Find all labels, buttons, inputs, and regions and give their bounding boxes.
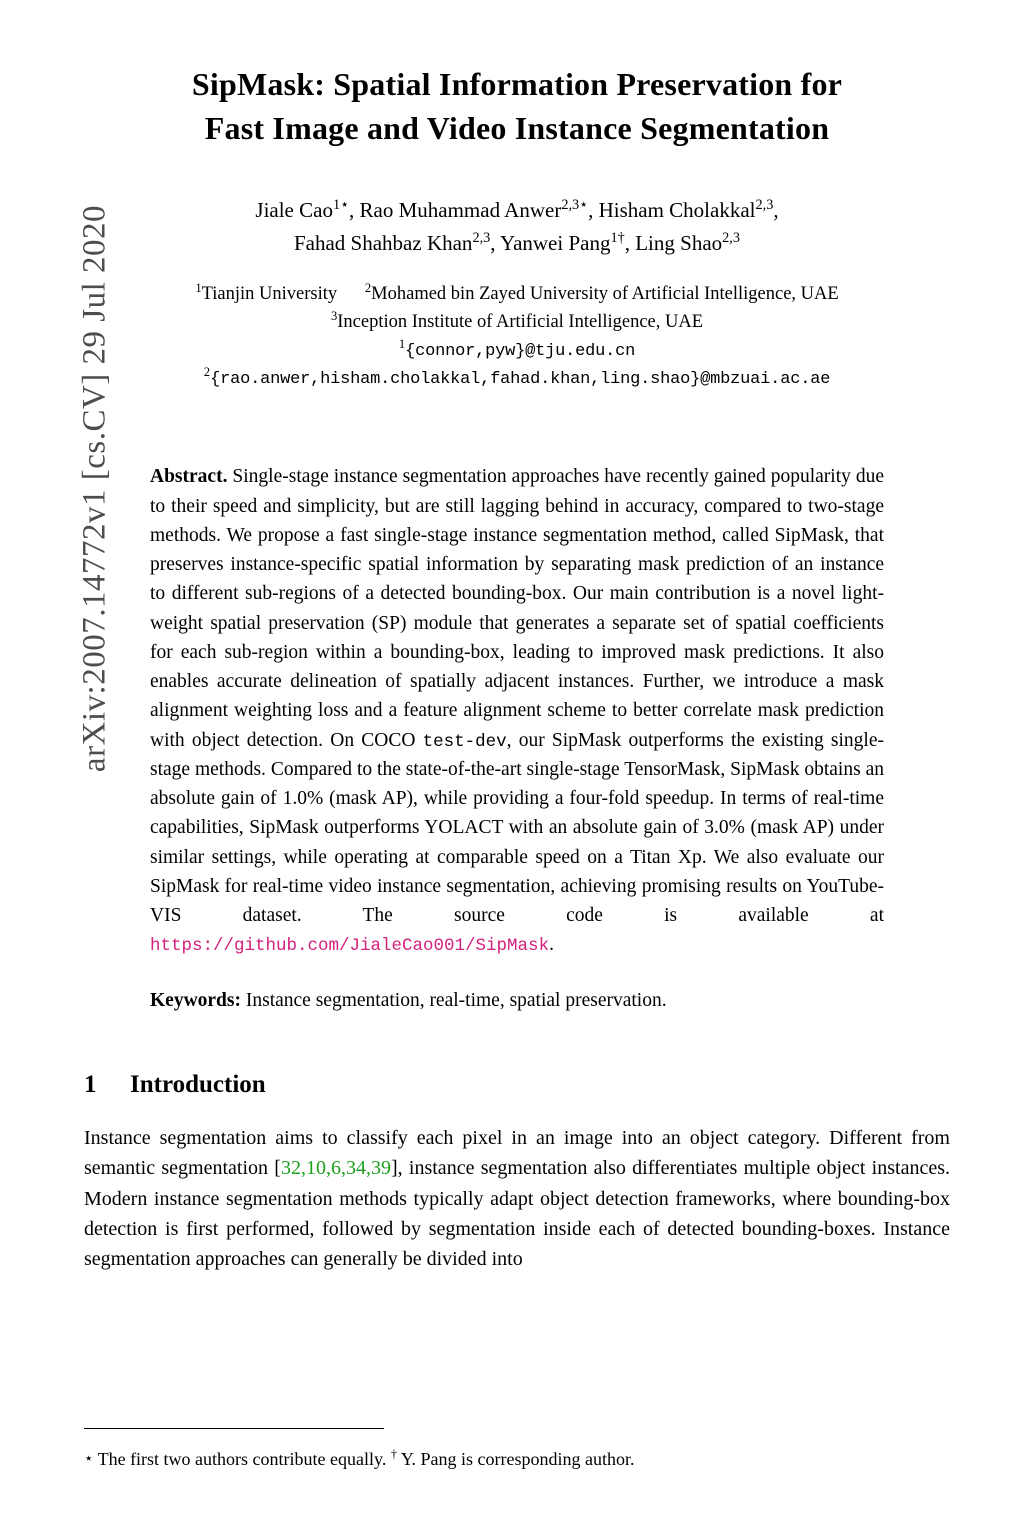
author-name: , Ling Shao <box>624 230 723 255</box>
footnote-divider <box>84 1428 384 1429</box>
keywords-text: Instance segmentation, real-time, spatial preservation. <box>245 989 667 1011</box>
footnote-text-2: Y. Pang is corresponding author. <box>400 1448 635 1469</box>
section-title: Introduction <box>130 1070 266 1098</box>
citation-group[interactable]: 32,10,6,34,39 <box>280 1157 391 1180</box>
affil-marker: 3 <box>330 309 338 323</box>
keywords-block <box>150 986 884 1015</box>
email-address: {connor,pyw}@tju.edu.cn <box>405 341 636 361</box>
abstract-label: Abstract. <box>150 466 228 488</box>
affil-marker: 1 <box>398 336 406 351</box>
email-address: {rao.anwer,hisham.cholakkal,fahad.khan,ling.shao}@mbzuai.ac.ae <box>210 369 831 389</box>
citation-ref[interactable]: 10 <box>305 1157 326 1180</box>
affil-marker: 2 <box>364 281 372 296</box>
affiliations <box>84 281 950 392</box>
citation-ref[interactable]: 6 <box>330 1157 341 1180</box>
author-name: , Yanwei Pang <box>490 230 611 255</box>
abstract-text-part-1: Single-stage instance segmentation approaches have recently gained popularity due to their speed and simplicity, but are still lagging behind in accuracy, compared to two-stage methods. We propose a fast single-stage instance segmentation method, called SipMask, that preserves instance-specific spatial information by separating mask prediction of an instance to different sub-regions of a detected bounding-box. Our main contribution is a novel light-weight spatial preservation (SP) module that generates a separate set of spatial coefficients for each sub-region within a bounding-box, leading to improved mask predictions. It also enables accurate delineation of spatially adjacent instances. Further, we introduce a mask alignment weighting loss and a feature alignment scheme to better correlate mask prediction with object detection. On COCO <box>150 466 884 751</box>
affiliation-row-2 <box>84 309 950 337</box>
citation-ref[interactable]: 32 <box>280 1157 301 1180</box>
abstract-block <box>150 462 884 959</box>
author-affil-marker: 2,3 <box>472 229 491 246</box>
section-number: 1 <box>84 1070 97 1098</box>
abstract-text-part-3: . <box>549 934 554 956</box>
affil-marker: 1 <box>195 281 202 296</box>
citation-ref[interactable]: 34 <box>345 1157 366 1180</box>
title-line-1: SipMask: Spatial Information Preservation for <box>191 66 843 102</box>
author-list <box>84 194 950 259</box>
author-name: Fahad Shahbaz Khan <box>293 230 473 255</box>
page-title <box>84 62 950 150</box>
abstract-mono-term: test-dev <box>422 731 507 752</box>
intro-text-part-1: Instance segmentation aims to classify each pixel in an image into an object category. Different from semantic segmentation [ <box>84 1126 950 1180</box>
author-affil-marker: 1⋆ <box>332 197 350 214</box>
author-name: Jiale Cao <box>255 198 333 223</box>
author-affil-marker: 1† <box>610 229 625 246</box>
section-heading-introduction <box>84 1071 950 1099</box>
affil-marker: 2 <box>203 364 211 379</box>
author-line-2 <box>84 227 950 260</box>
email-row-1 <box>84 337 950 365</box>
arxiv-stamp: arXiv:2007.14772v1 [cs.CV] 29 Jul 2020 <box>76 204 113 773</box>
footnote-text-1: The first two authors contribute equally. <box>97 1448 387 1469</box>
paper-page <box>84 0 950 1522</box>
author-affil-marker: 2,3⋆ <box>561 197 589 214</box>
affiliation-text: Mohamed bin Zayed University of Artificial Intelligence, UAE <box>371 284 839 305</box>
author-affil-marker: 2,3 <box>755 197 774 214</box>
affiliation-text: Inception Institute of Artificial Intelligence, UAE <box>337 312 704 333</box>
author-affil-marker: 2,3 <box>722 229 740 246</box>
author-line-1 <box>84 194 950 227</box>
abstract-text-part-2: , our SipMask outperforms the existing single-stage methods. Compared to the state-of-the-art single-stage TensorMask, SipMask obtains an absolute gain of 1.0% (mask AP), while providing a four-fold speedup. In terms of real-time capabilities, SipMask outperforms YOLACT with an absolute gain of 3.0% (mask AP) under similar settings, while operating at comparable speed on a Titan Xp. We also evaluate our SipMask for real-time video instance segmentation, achieving promising results on YouTube-VIS dataset. The source code is available at <box>150 729 884 927</box>
affiliation-row-1 <box>84 281 950 309</box>
introduction-paragraph <box>84 1123 950 1275</box>
email-row-2 <box>84 365 950 393</box>
author-separator: , <box>773 198 779 223</box>
citation-ref[interactable]: 39 <box>370 1157 391 1180</box>
intro-text-part-2: ], instance segmentation also differentiates multiple object instances. Modern instance segmentation methods typically adapt object detection frameworks, where bounding-box detection is first performed, followed by segmentation inside each of detected bounding-boxes. Instance segmentation approaches can generally be divided into <box>84 1157 950 1271</box>
author-name: , Rao Muhammad Anwer <box>349 198 562 223</box>
keywords-label: Keywords: <box>150 989 241 1011</box>
footnote-dagger-marker: † <box>390 1446 397 1461</box>
affiliation-text: Tianjin University <box>201 284 338 305</box>
footnote-star-marker: ⋆ <box>84 1450 94 1467</box>
author-name: , Hisham Cholakkal <box>588 198 756 223</box>
footnote-block <box>84 1446 950 1472</box>
title-line-2: Fast Image and Video Instance Segmentation <box>204 110 830 147</box>
github-link[interactable]: https://github.com/JialeCao001/SipMask <box>150 936 550 957</box>
